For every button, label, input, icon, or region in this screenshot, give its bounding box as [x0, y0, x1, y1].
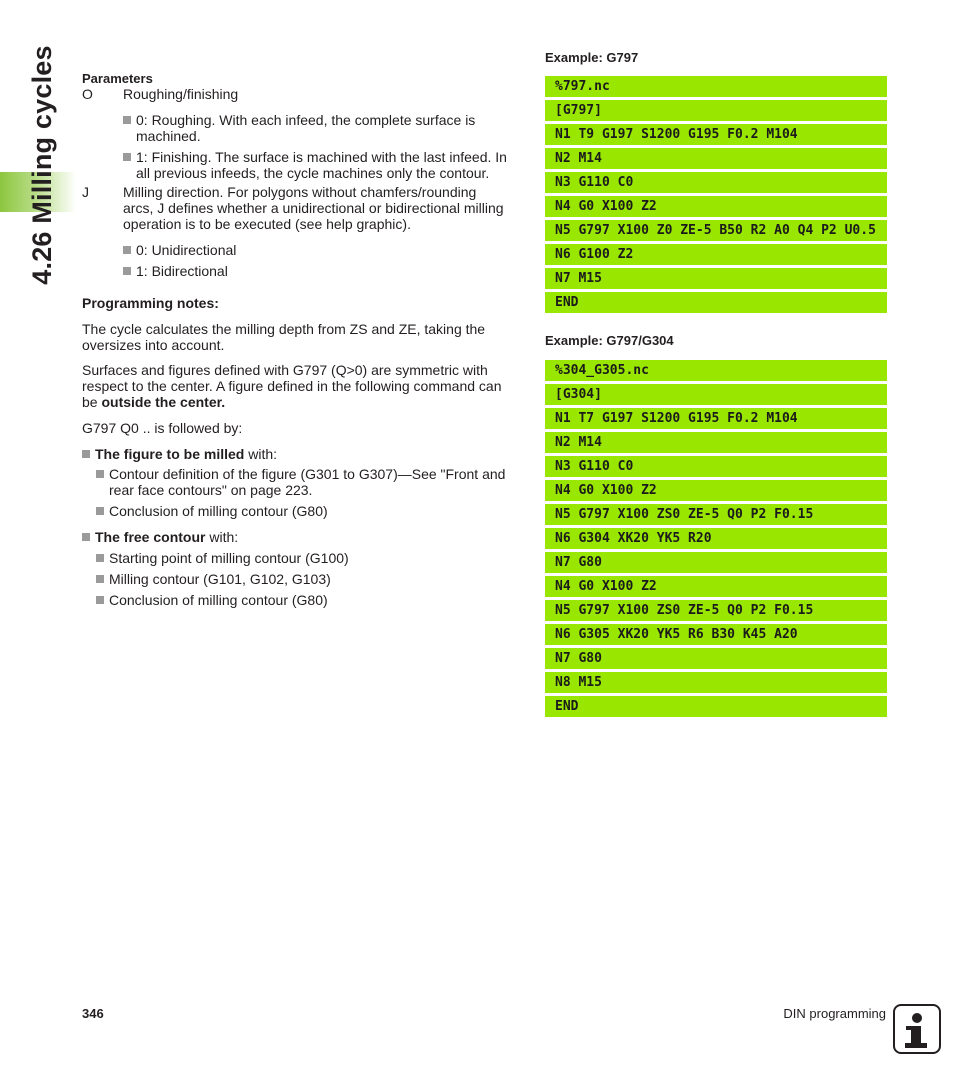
free-conclusion: Conclusion of milling contour (G80) — [96, 592, 328, 608]
bullet-square-icon — [96, 470, 104, 478]
bullet-square-icon — [123, 246, 131, 254]
code-line: N6 G305 XK20 YK5 R6 B30 K45 A20 — [545, 624, 887, 645]
param-j-text: Milling direction. For polygons without chamfers/rounding arcs, J defines whether a unidirectional or bidirectional milling operation is to be executed (see help graphic). — [123, 184, 504, 232]
bullet-square-icon — [82, 450, 90, 458]
code-line: N5 G797 X100 Z0 ZE-5 B50 R2 A0 Q4 P2 U0.5 — [545, 220, 887, 241]
code-line: %304_G305.nc — [545, 360, 887, 381]
code-line: END — [545, 696, 887, 717]
section-label: DIN programming — [783, 1006, 886, 1021]
free-contour-item: The free contour with: — [82, 529, 238, 545]
param-o-option-1: 1: Finishing. The surface is machined with the last infeed. In all previous infeeds, the cycle machines only the contour. — [123, 149, 523, 181]
param-o-text: Roughing/finishing — [123, 86, 239, 102]
figure-milled-item: The figure to be milled with: — [82, 446, 277, 462]
code-line: N1 T9 G197 S1200 G195 F0.2 M104 — [545, 124, 887, 145]
code-line: N5 G797 X100 ZS0 ZE-5 Q0 P2 F0.15 — [545, 600, 887, 621]
param-o-option-0: 0: Roughing. With each infeed, the complete surface is machined. — [123, 112, 523, 144]
param-j-option-1: 1: Bidirectional — [123, 263, 228, 279]
bullet-square-icon — [123, 116, 131, 124]
code-line: N5 G797 X100 ZS0 ZE-5 Q0 P2 F0.15 — [545, 504, 887, 525]
chapter-title: 4.26 Milling cycles — [27, 45, 57, 285]
bullet-square-icon — [96, 596, 104, 604]
code-line: N6 G304 XK20 YK5 R20 — [545, 528, 887, 549]
note-milling-depth: The cycle calculates the milling depth from ZS and ZE, taking the oversizes into account. — [82, 321, 486, 353]
bullet-square-icon — [123, 153, 131, 161]
parameters-heading: Parameters — [82, 71, 153, 86]
example-g797-g304-heading: Example: G797/G304 — [545, 333, 674, 348]
figure-conclusion: Conclusion of milling contour (G80) — [96, 503, 328, 519]
code-line: [G797] — [545, 100, 887, 121]
code-line: N4 G0 X100 Z2 — [545, 576, 887, 597]
free-milling-contour: Milling contour (G101, G102, G103) — [96, 571, 331, 587]
code-line: N8 M15 — [545, 672, 887, 693]
code-line: N3 G110 C0 — [545, 456, 887, 477]
code-line: END — [545, 292, 887, 313]
bullet-square-icon — [96, 554, 104, 562]
code-line: N2 M14 — [545, 432, 887, 453]
code-line: N4 G0 X100 Z2 — [545, 196, 887, 217]
code-line: N7 M15 — [545, 268, 887, 289]
bullet-square-icon — [96, 575, 104, 583]
page-number: 346 — [82, 1006, 104, 1021]
code-line: N1 T7 G197 S1200 G195 F0.2 M104 — [545, 408, 887, 429]
free-starting-point: Starting point of milling contour (G100) — [96, 550, 349, 566]
param-o-letter: O — [82, 86, 93, 102]
code-line: %797.nc — [545, 76, 887, 97]
figure-contour-definition: Contour definition of the figure (G301 to G307)—See "Front and rear face contours" on page 223. — [96, 466, 526, 498]
bullet-square-icon — [96, 507, 104, 515]
code-line: N3 G110 C0 — [545, 172, 887, 193]
example-g797-heading: Example: G797 — [545, 50, 639, 65]
info-icon[interactable] — [893, 1004, 941, 1054]
code-line: [G304] — [545, 384, 887, 405]
code-line: N7 G80 — [545, 552, 887, 573]
bullet-square-icon — [123, 267, 131, 275]
code-line: N7 G80 — [545, 648, 887, 669]
example-g797-code — [545, 76, 887, 316]
bullet-square-icon — [82, 533, 90, 541]
code-line: N6 G100 Z2 — [545, 244, 887, 265]
example-g797-g304-code — [545, 360, 887, 720]
param-j-letter: J — [82, 184, 89, 200]
code-line: N2 M14 — [545, 148, 887, 169]
param-j-option-0: 0: Unidirectional — [123, 242, 236, 258]
note-symmetry: Surfaces and figures defined with G797 (Q>0) are symmetric with respect to the center. A figure defined in the following command can be outside the center. — [82, 362, 502, 410]
note-followed-by: G797 Q0 .. is followed by: — [82, 420, 243, 436]
programming-notes-heading: Programming notes: — [82, 295, 219, 311]
code-line: N4 G0 X100 Z2 — [545, 480, 887, 501]
